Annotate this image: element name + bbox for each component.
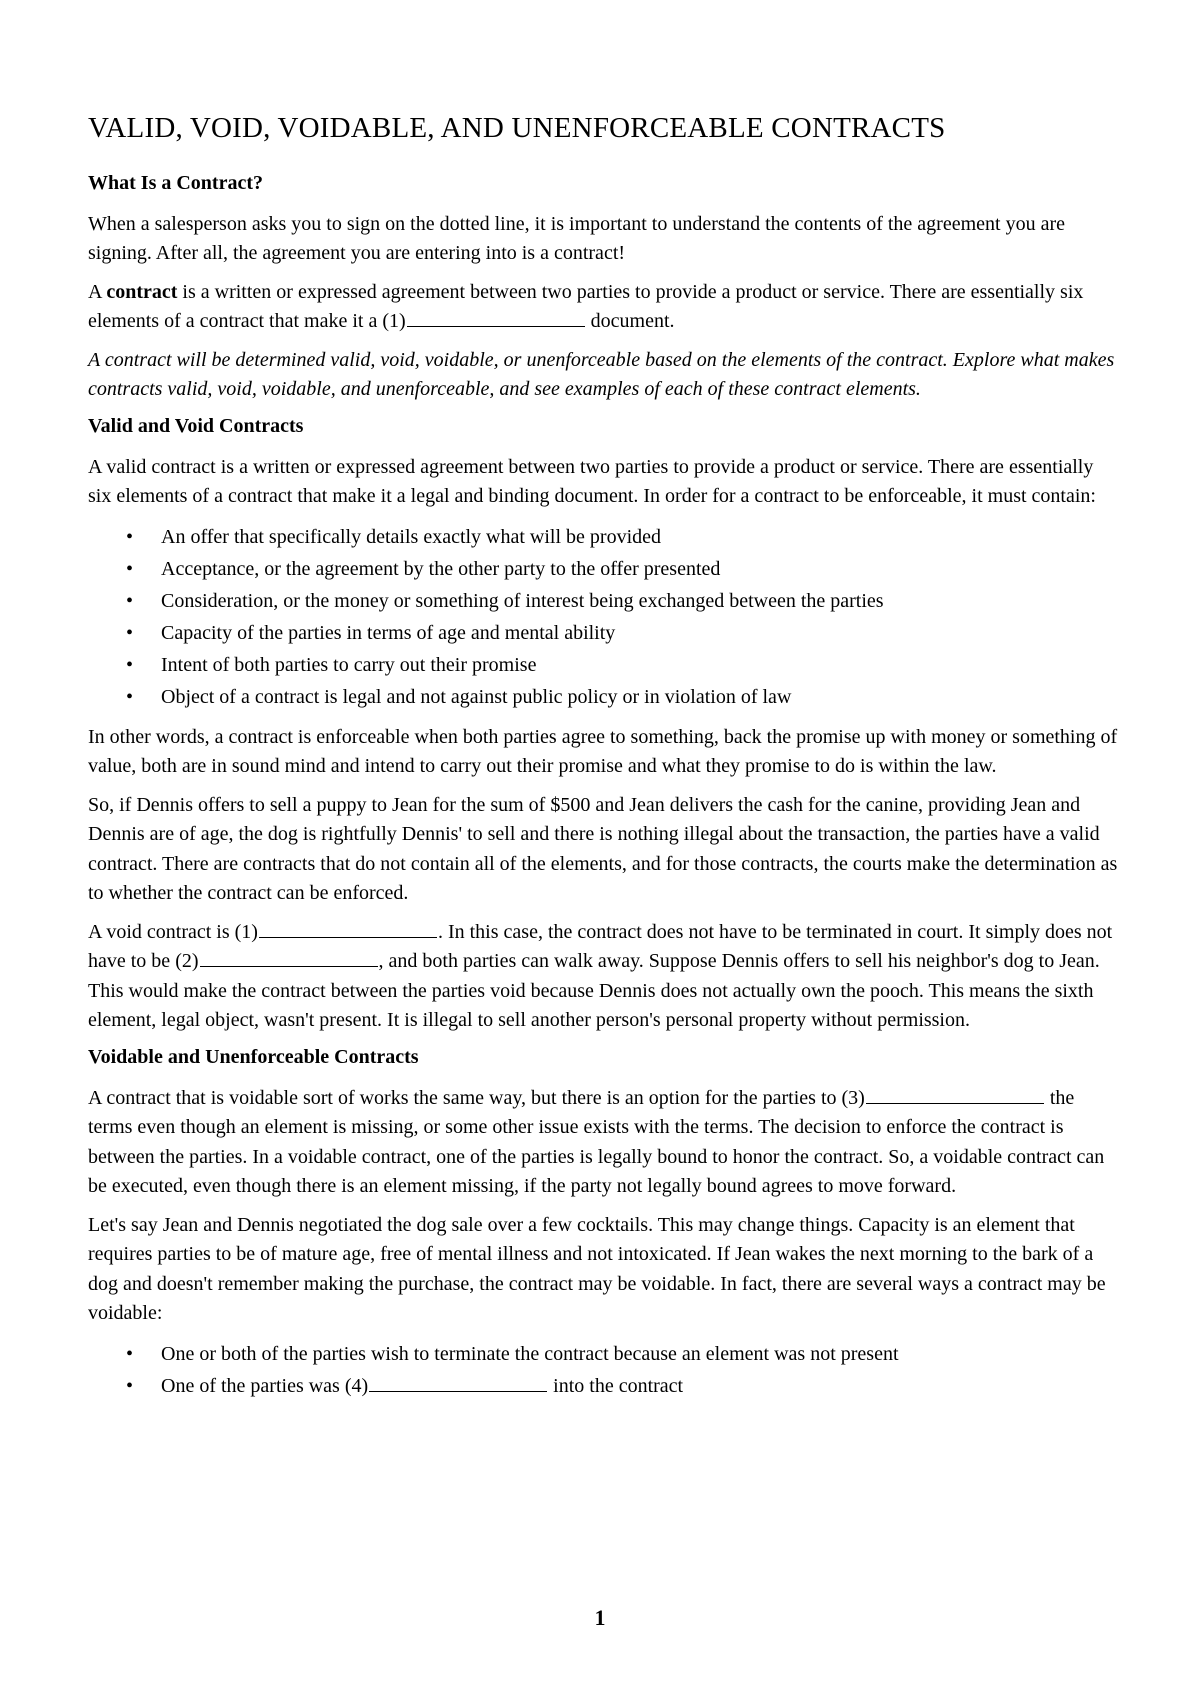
bold-term-contract: contract [106, 280, 178, 303]
paragraph [88, 1084, 1120, 1202]
page-number: 1 [594, 1605, 606, 1630]
section-heading-what-is-contract: What Is a Contract? [88, 171, 263, 194]
section-heading-valid-void: Valid and Void Contracts [88, 414, 304, 437]
section-heading-voidable-unenforceable: Voidable and Unenforceable Contracts [88, 1045, 419, 1068]
paragraph: So, if Dennis offers to sell a puppy to Jean for the sum of $500 and Jean delivers the cash for the canine, providing Jean and Dennis are of age, the dog is rightfully Dennis' to sell and there is nothing illegal about the transaction, the parties have a valid contract. There are contracts that do not contain all of the elements, and for those contracts, the courts make the determination as to whether the contract can be enforced. [88, 793, 1118, 905]
fill-in-blank[interactable] [369, 1373, 547, 1392]
list-item: • Intent of both parties to carry out their promise [161, 649, 1120, 681]
list-item [161, 1370, 1120, 1402]
paragraph [88, 918, 1120, 1036]
list-item: • Consideration, or the money or something of interest being exchanged between the parties [161, 585, 1120, 617]
paragraph: Let's say Jean and Dennis negotiated the dog sale over a few cocktails. This may change things. Capacity is an element that requires parties to be of mature age, free of mental illness and not intoxicated. If Jean wakes the next morning to the bark of a dog and doesn't remember making the purchase, the contract may be voidable. In fact, there are several ways a contract may be voidable: [88, 1213, 1106, 1325]
paragraph: When a salesperson asks you to sign on the dotted line, it is important to understand the contents of the agreement you are signing. After all, the agreement you are entering into is a contract! [88, 212, 1065, 265]
paragraph: A valid contract is a written or expressed agreement between two parties to provide a product or service. There are essentially six elements of a contract that make it a legal and binding document. In order for a contract to be enforceable, it must contain: [88, 455, 1096, 508]
text-run: the terms even though an element is missing, or some other issue exists with the terms. The decision to enforce the contract is between the parties. In a voidable contract, one of the parties is legally bound to honor the contract. So, a voidable contract can be executed, even though there is an element missing, if the party not legally bound agrees to move forward. [88, 1086, 1105, 1198]
text-run: into the contract [548, 1374, 684, 1397]
list-item: • One or both of the parties wish to terminate the contract because an element was not present [161, 1338, 1120, 1370]
elements-list [88, 521, 1120, 713]
text-run: is a written or expressed agreement between two parties to provide a product or service. There are essentially six elements of a contract that make it a (1) [88, 280, 1084, 333]
list-item: • An offer that specifically details exactly what will be provided [161, 521, 1120, 553]
text-run: One of the parties was (4) [161, 1374, 369, 1397]
paragraph [88, 278, 1120, 337]
text-run: , and both parties can walk away. Suppose Dennis offers to sell his neighbor's dog to Jean. This would make the contract between the parties void because Dennis does not actually own the pooch. This means the sixth element, legal object, wasn't present. It is illegal to sell another person's personal property without permission. [88, 950, 1100, 1032]
fill-in-blank[interactable] [259, 919, 437, 938]
list-item: • Capacity of the parties in terms of age and mental ability [161, 617, 1120, 649]
paragraph: In other words, a contract is enforceable when both parties agree to something, back the promise up with money or something of value, both are in sound mind and intend to carry out their promise and what they promise to do is within the law. [88, 725, 1118, 778]
text-run: A contract that is voidable sort of works the same way, but there is an option for the parties to (3) [88, 1086, 865, 1109]
fill-in-blank[interactable] [200, 948, 378, 967]
text-run: document. [585, 310, 675, 333]
text-run: A void contract is (1) [88, 920, 258, 943]
document-title: VALID, VOID, VOIDABLE, AND UNENFORCEABLE CONTRACTS [88, 112, 946, 144]
list-item: • Object of a contract is legal and not against public policy or in violation of law [161, 681, 1120, 713]
text-run: . In this case, the contract does not have to be terminated in court. It simply does not have to be (2) [88, 920, 1113, 973]
italic-intro-paragraph: A contract will be determined valid, void, voidable, or unenforceable based on the elements of the contract. Explore what makes contracts valid, void, voidable, and unenforceable, and see examples of each of these contract elements. [88, 348, 1115, 401]
voidable-ways-list [88, 1338, 1120, 1402]
fill-in-blank[interactable] [407, 308, 585, 327]
text-run: A [88, 280, 107, 303]
fill-in-blank[interactable] [866, 1085, 1044, 1104]
list-item: • Acceptance, or the agreement by the other party to the offer presented [161, 553, 1120, 585]
